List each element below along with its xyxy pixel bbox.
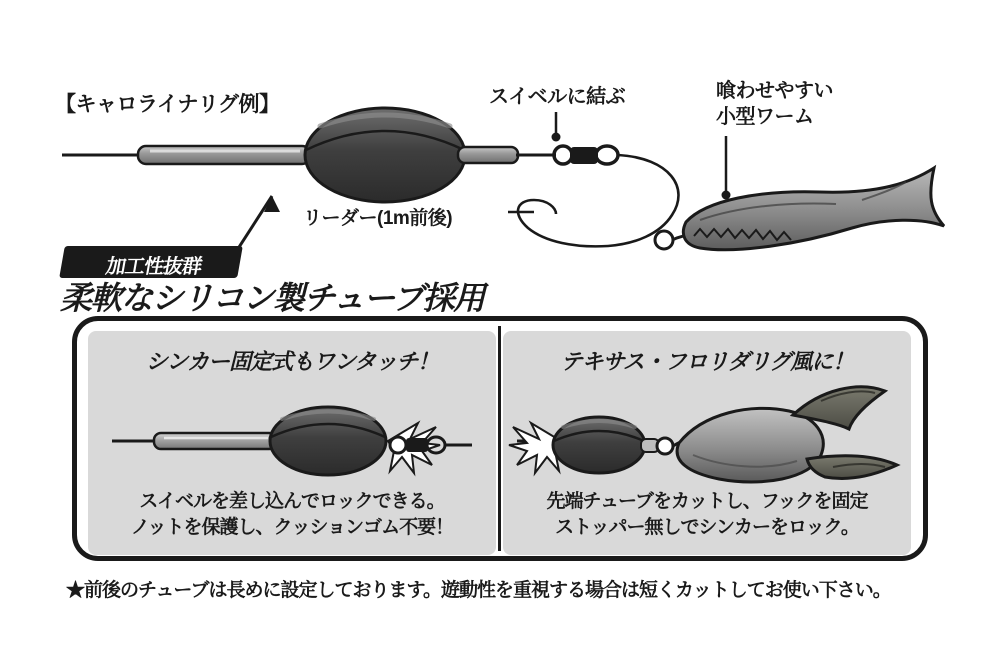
panel-left-caption — [88, 489, 496, 541]
headline: 柔軟なシリコン製チューブ採用 — [60, 280, 484, 316]
swivel — [554, 146, 618, 164]
worm-label-line2: 小型ワーム — [716, 106, 814, 128]
panel-right-title: テキサス・フロリダリグ風に！ — [560, 349, 854, 374]
worm-label — [716, 78, 833, 130]
rig-example-label: 【キャロライナリグ例】 — [55, 93, 280, 116]
panel-right-caption-line1: 先端チューブをカットし、フックを固定 — [546, 491, 868, 512]
leader-label: リーダー(1m前後) — [303, 208, 453, 229]
panel-right-caption — [503, 489, 911, 541]
sinker — [305, 108, 465, 202]
soft-worm-lure — [683, 168, 944, 250]
panel-left-caption-line2: ノットを保護し、クッションゴム不要！ — [130, 517, 454, 538]
silicone-tube-rear — [458, 147, 518, 163]
panel-right-caption-line2: ストッパー無しでシンカーをロック。 — [555, 517, 859, 538]
panel-left — [88, 331, 496, 555]
panel-right — [503, 331, 911, 555]
panel-left-caption-line1: スイベルを差し込んでロックできる。 — [139, 491, 445, 512]
worm-label-line1: 喰わせやすい — [716, 80, 833, 102]
leader-line — [518, 155, 679, 246]
silicone-tube-front — [138, 146, 310, 164]
footer-note: ★前後のチューブは長めに設定しております。遊動性を重視する場合は短くカットしてお使い下さい。 — [66, 580, 891, 601]
badge-label: 加工性抜群 — [104, 256, 203, 278]
swivel-label: スイベルに結ぶ — [489, 86, 626, 108]
pointer-worm — [722, 136, 731, 200]
pointer-swivel — [552, 112, 561, 142]
panel-left-title: シンカー固定式もワンタッチ！ — [145, 349, 439, 374]
panel-divider — [498, 326, 501, 551]
